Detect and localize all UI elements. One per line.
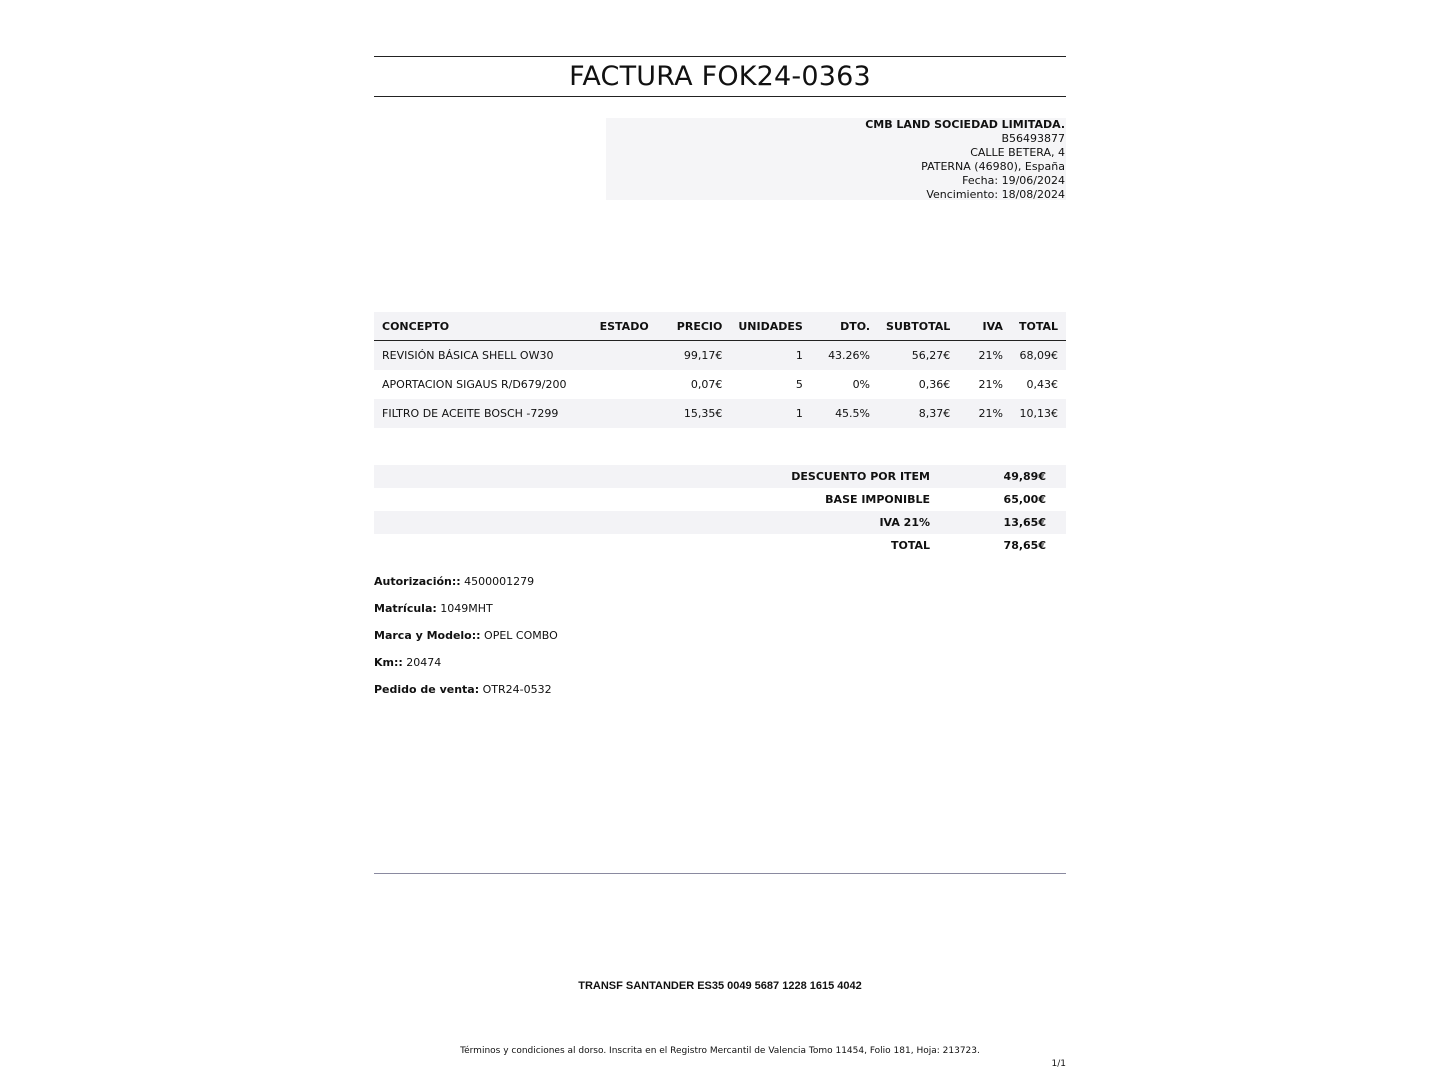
header-dto: DTO. (811, 312, 878, 341)
totals-row-discount (374, 465, 1066, 488)
info-sales-order (374, 683, 558, 710)
bank-details: TRANSF SANTANDER ES35 0049 5687 1228 1615 4042 (578, 980, 862, 992)
page-number: 1/1 (1051, 1059, 1066, 1069)
info-value: OTR24-0532 (482, 683, 552, 696)
info-value: 1049MHT (440, 602, 493, 615)
totals-value: 13,65€ (930, 511, 1066, 534)
cell-concepto: FILTRO DE ACEITE BOSCH -7299 (374, 399, 586, 428)
totals-row-iva (374, 511, 1066, 534)
table-row (374, 370, 1066, 399)
header-unidades: UNIDADES (730, 312, 810, 341)
company-tax-id: B56493877 (1001, 132, 1065, 145)
cell-subtotal: 0,36€ (918, 378, 951, 391)
header-precio: PRECIO (657, 312, 731, 341)
totals-label: DESCUENTO POR ITEM (374, 465, 930, 488)
extra-info (374, 575, 558, 710)
cell-iva: 21% (958, 399, 1011, 428)
info-value: 4500001279 (464, 575, 535, 588)
cell-total: 10,13€ (1011, 399, 1066, 428)
invoice-page (374, 56, 1066, 1069)
totals-label: TOTAL (890, 539, 930, 552)
header-concepto: CONCEPTO (374, 312, 586, 341)
footer-divider (374, 873, 1066, 874)
info-authorization (374, 575, 558, 602)
cell-precio: 99,17€ (657, 341, 731, 371)
company-city: PATERNA (46980), España (921, 160, 1065, 173)
info-plate (374, 602, 558, 629)
cell-unidades: 1 (730, 399, 810, 428)
header-iva: IVA (958, 312, 1011, 341)
cell-dto: 45.5% (811, 399, 878, 428)
totals-table (374, 465, 1066, 557)
totals-label: IVA 21% (374, 511, 930, 534)
info-label: Marca y Modelo:: (374, 629, 481, 642)
info-km (374, 656, 558, 683)
info-make-model (374, 629, 558, 656)
totals-value: 65,00€ (1003, 493, 1046, 506)
items-header-row (374, 312, 1066, 341)
cell-concepto: APORTACION SIGAUS R/D679/200 (382, 378, 567, 391)
cell-unidades: 5 (795, 378, 803, 391)
company-name: CMB LAND SOCIEDAD LIMITADA. (865, 118, 1065, 131)
info-label: Km:: (374, 656, 403, 669)
info-label: Autorización:: (374, 575, 461, 588)
info-label: Pedido de venta: (374, 683, 480, 696)
cell-dto: 43.26% (811, 341, 878, 371)
terms-text: Términos y condiciones al dorso. Inscrita en el Registro Mercantil de Valencia Tomo 11454, Folio 181, Hoja: 213723. (460, 1046, 980, 1056)
totals-row-base (374, 488, 1066, 511)
company-address: CALLE BETERA, 4 (970, 146, 1065, 159)
info-value: OPEL COMBO (484, 629, 558, 642)
cell-unidades: 1 (730, 341, 810, 371)
cell-precio: 0,07€ (690, 378, 723, 391)
invoice-date: Fecha: 19/06/2024 (962, 174, 1065, 187)
cell-estado (586, 370, 657, 399)
invoice-due-date: Vencimiento: 18/08/2024 (926, 188, 1065, 201)
totals-row-total (374, 534, 1066, 557)
cell-estado (586, 399, 657, 428)
totals-value: 78,65€ (1003, 539, 1046, 552)
info-label: Matrícula: (374, 602, 437, 615)
invoice-title: FACTURA FOK24-0363 (569, 61, 871, 92)
cell-total: 0,43€ (1026, 378, 1058, 391)
header-total: TOTAL (1011, 312, 1066, 341)
items-table (374, 312, 1066, 428)
header-subtotal: SUBTOTAL (878, 312, 958, 341)
totals-value: 49,89€ (930, 465, 1066, 488)
header-estado: ESTADO (586, 312, 657, 341)
table-row (374, 341, 1066, 371)
cell-iva: 21% (958, 341, 1011, 371)
cell-precio: 15,35€ (657, 399, 731, 428)
cell-concepto: REVISIÓN BÁSICA SHELL OW30 (374, 341, 586, 371)
cell-subtotal: 56,27€ (878, 341, 958, 371)
company-info (606, 118, 1066, 200)
cell-total: 68,09€ (1011, 341, 1066, 371)
table-row (374, 399, 1066, 428)
cell-subtotal: 8,37€ (878, 399, 958, 428)
cell-estado (586, 341, 657, 371)
title-bar (374, 56, 1066, 97)
cell-dto: 0% (852, 378, 871, 391)
cell-iva: 21% (978, 378, 1003, 391)
totals-label: BASE IMPONIBLE (825, 493, 930, 506)
info-value: 20474 (406, 656, 442, 669)
